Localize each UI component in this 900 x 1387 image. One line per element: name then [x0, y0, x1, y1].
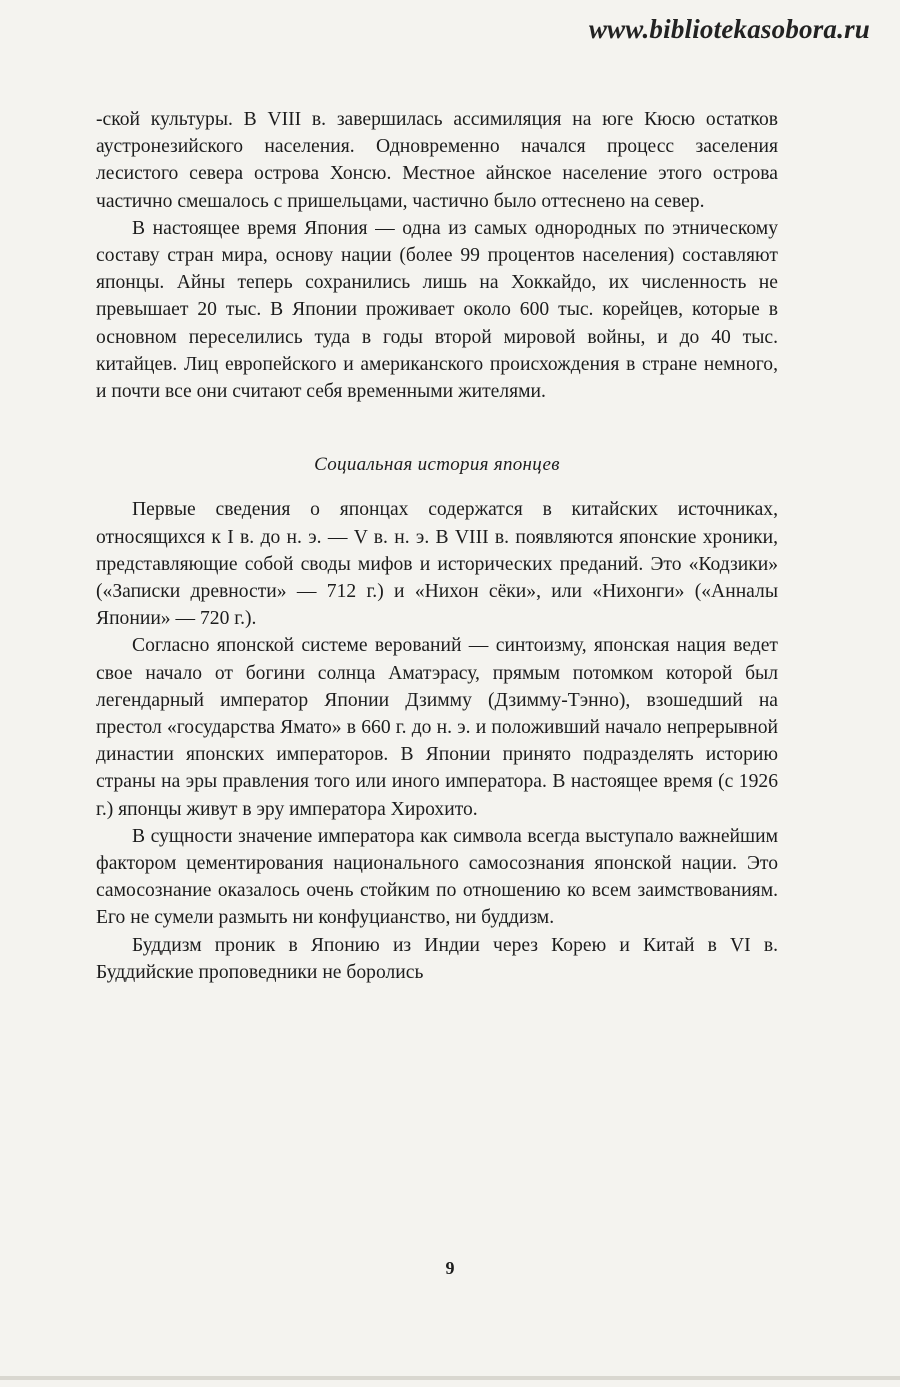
paragraph: В настоящее время Япония — одна из самых однородных по этническому составу стран мира, основу нации (более 99 процентов населения) составляют японцы. Айны теперь сохранились лишь на Хоккайдо, их численность не превышает 20 тыс. В Японии проживает около 600 тыс. корейцев, которые в основном переселились туда в годы второй мировой войны, и до 40 тыс. китайцев. Лиц европейского и американского происхождения в стране немного, и почти все они считают себя временными жителями.	[96, 217, 778, 403]
section-heading: Социальная история японцев	[314, 454, 560, 476]
paragraph: Согласно японской системе верований — синтоизму, японская нация ведет свое начало от богини солнца Аматэрасу, прямым потомком которой был легендарный император Японии Дзимму (Дзимму-Тэнно), взошедший на престол «государства Ямато» в 660 г. до н. э. и положивший начало непрерывной династии японских императоров. В Японии принято подразделять историю страны на эры правления того или иного императора. В настоящее время (с 1926 г.) японцы живут в эру императора Хирохито.	[96, 635, 778, 820]
page-number: 9	[445, 1258, 455, 1278]
paragraph: В сущности значение императора как символа всегда выступало важнейшим фактором цементирования национального самосознания японской нации. Это самосознание оказалось очень стойким по отношению ко всем заимствованиям. Его не сумели размыть ни конфуцианство, ни буддизм.	[96, 825, 778, 929]
watermark-url: www.bibliotekasobora.ru	[588, 14, 870, 44]
paragraph: Первые сведения о японцах содержатся в китайских источниках, относящихся к I в. до н. э. — V в. н. э. В VIII в. появляются японские хроники, представляющие собой своды мифов и исторических преданий. Это «Кодзики» («Записки древности» — 712 г.) и «Нихон сёки», или «Нихонги» («Анналы Японии» — 720 г.).	[96, 499, 778, 630]
page-text	[96, 106, 778, 986]
paragraph: Буддизм проник в Японию из Индии через Корею и Китай в VI в. Буддийские проповедники не боролись	[96, 934, 778, 983]
page-bottom-edge	[0, 1376, 900, 1380]
paragraph: -ской культуры. В VIII в. завершилась ассимиляция на юге Кюсю остатков аустронезийского населения. Одновременно начался процесс заселения лесистого севера острова Хонсю. Местное айнское население этого острова частично смешалось с пришельцами, частично было оттеснено на север.	[96, 109, 778, 212]
